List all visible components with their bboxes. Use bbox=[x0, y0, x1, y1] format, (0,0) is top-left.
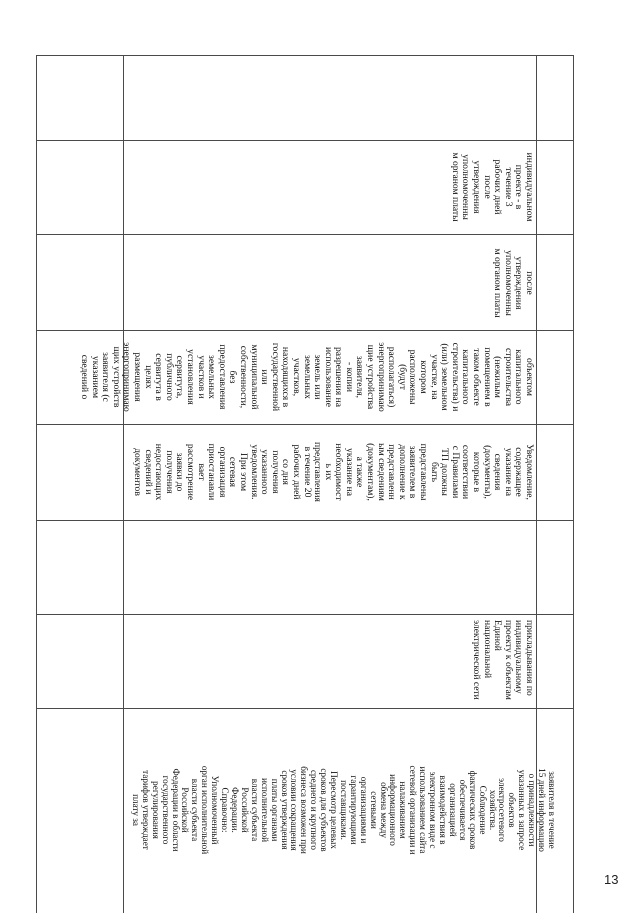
table-hline-6 bbox=[36, 614, 574, 615]
table-hline-4 bbox=[36, 424, 574, 425]
cell-row-b: после утверждения уполномоченны м органом платы bbox=[492, 248, 535, 318]
table-border-left bbox=[36, 55, 37, 913]
table-hline-2 bbox=[36, 234, 574, 235]
table-hline-5 bbox=[36, 520, 574, 521]
table-hline-7 bbox=[36, 708, 574, 709]
table-vline-1 bbox=[123, 55, 124, 913]
cell-row-a: индивидуальном проекте - в течение 3 рабочих дней после утверждения уполномоченны м органом платы bbox=[449, 152, 535, 222]
table-hline-3 bbox=[36, 330, 574, 331]
page-number: 13 bbox=[604, 872, 619, 887]
table-border-right bbox=[573, 55, 574, 913]
cell-row-c: объектом капитального строительства (нежилым помещением в таком объекте капитального строительства) и (или) земельном участке, на котором расположены (будут располагаться) энергопринимаю щие устройства заявителя, - копии разрешения на использование земель или земельных участков, находящихся в государственной или муниципальной собственности, без предоставления земельных участков и установления сервитута, публичного сервитута в целях размещения энергопринимаю щих устройств заявителя (с указанием сведений о bbox=[79, 342, 535, 412]
table-hline-1 bbox=[36, 140, 574, 141]
cell-row-e: прикладывания по индивидуальному проекту к объектам Единой национальной электрической сети bbox=[471, 620, 535, 700]
table-border-top bbox=[36, 55, 574, 56]
cell-row-f: заявителя в течение 15 дней информацию о принадлежности указанных в запросе объектов электросетевого хозяйства. Соблюдение фактических сроков обеспечивается организацией взаимодействия в электронном виде с использованием сайта сетевой организации и налаживанием информационного обмена между сетевыми организациями и гарантирующими поставщиками. Пересмотр целевых сроков для субъектов среднего и крупного бизнеса возможен при условии сокращения сроков утверждения платы органами исполнительной власти субъекта Российской Федерации. Справочно: Уполномоченный орган исполнительной власти субъекта Российской Федерации в области государственного регулирования тарифов утверждает плату за bbox=[130, 765, 557, 855]
cell-row-d: Уведомление, содержащее указание на сведения (документы), которые в соответствии с Правилами ТП должны быть представлены заявителем в дополнение к представленн ым сведениям (документам), а также указание на необходимост ь их представления в течение 20 рабочих дней со дня получения указанного уведомления. При этом сетевая организация приостанавли вает рассмотрение заявки до получения недостающих сведений и документов bbox=[132, 442, 535, 502]
